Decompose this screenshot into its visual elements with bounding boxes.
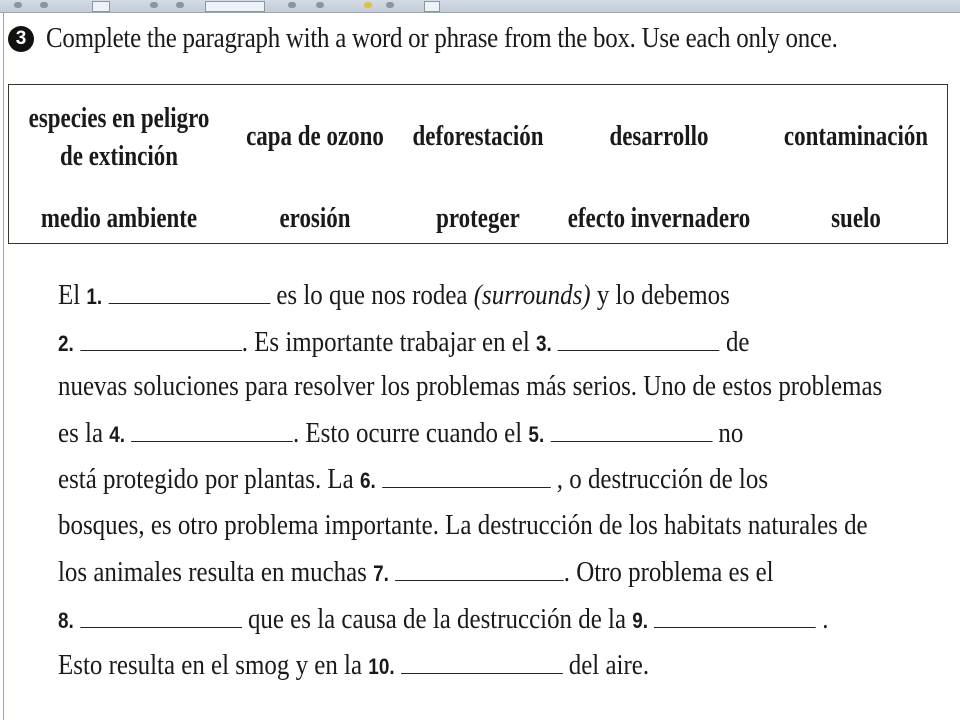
toolbar-button[interactable] — [92, 1, 110, 12]
zoom-field[interactable] — [205, 1, 265, 12]
text: de — [725, 326, 750, 358]
text: es la — [58, 417, 104, 449]
text: no — [718, 417, 744, 449]
word-efecto-invernadero: efecto invernadero — [567, 203, 751, 234]
blank-6[interactable] — [382, 469, 551, 488]
word-capa-de-ozono: capa de ozono — [246, 121, 384, 152]
tool-icon[interactable] — [288, 2, 296, 8]
blank-number: 10. — [368, 654, 395, 679]
blank-number: 2. — [58, 331, 74, 356]
instruction-row — [8, 22, 960, 55]
blank-number: 1. — [86, 284, 103, 309]
text: bosques, es otro problema importante. La destrucción de los habitats naturales de — [58, 509, 868, 541]
blank-number: 9. — [632, 608, 649, 633]
paragraph-line-3 — [58, 370, 960, 402]
blank-number: 8. — [58, 608, 74, 633]
word-contaminacion: contaminación — [783, 121, 929, 152]
paragraph-line-2 — [58, 326, 862, 360]
word-suelo: suelo — [831, 203, 881, 234]
word-medio-ambiente: medio ambiente — [40, 203, 198, 234]
text: que es la causa de la destrucción de la — [247, 603, 627, 635]
paragraph-line-9 — [58, 649, 745, 683]
tool-icon[interactable] — [316, 2, 324, 8]
paragraph-line-8 — [58, 603, 954, 637]
zoom-out-icon[interactable] — [150, 2, 158, 8]
page-edge — [3, 12, 4, 720]
blank-number: 3. — [536, 331, 552, 356]
word-deforestacion: deforestación — [412, 121, 544, 152]
blank-number: 4. — [109, 422, 126, 447]
word-box — [8, 84, 948, 244]
tool-icon[interactable] — [386, 2, 394, 8]
blank-4[interactable] — [131, 423, 293, 442]
word-especies-line1: especies en peligro — [28, 103, 210, 134]
blank-2[interactable] — [80, 332, 242, 351]
blank-1[interactable] — [108, 285, 270, 304]
text: , o destrucción de los — [556, 463, 769, 495]
blank-number: 6. — [359, 468, 376, 493]
word-especies-line2: de extinción — [60, 141, 178, 172]
word-erosion: erosión — [279, 203, 351, 234]
text: . Es importante trabajar en el — [241, 326, 530, 358]
blank-10[interactable] — [401, 655, 563, 674]
word-proteger: proteger — [436, 203, 520, 234]
text: está protegido por plantas. La — [58, 463, 354, 495]
blank-number: 5. — [528, 422, 545, 447]
blank-7[interactable] — [395, 562, 564, 581]
blank-number: 7. — [373, 561, 389, 586]
paragraph-line-5 — [58, 463, 884, 497]
paragraph-line-6 — [58, 509, 960, 541]
gloss-text: (surrounds) — [473, 279, 591, 311]
text: . Esto ocurre cuando el — [292, 417, 523, 449]
instruction-text: Complete the paragraph with a word or phrase from the box. Use each only once. — [46, 22, 838, 54]
paragraph-line-1 — [58, 279, 839, 313]
paragraph-line-4 — [58, 417, 855, 451]
text: Esto resulta en el smog y en la — [58, 649, 363, 681]
text: . — [822, 603, 829, 635]
exercise-number-badge: 3 — [8, 26, 34, 52]
zoom-in-icon[interactable] — [176, 2, 184, 8]
forward-icon[interactable] — [40, 2, 48, 8]
highlight-icon[interactable] — [364, 2, 372, 8]
word-desarrollo: desarrollo — [609, 121, 709, 152]
toolbar-button[interactable] — [424, 1, 440, 12]
text: y lo debemos — [596, 279, 730, 311]
blank-8[interactable] — [80, 609, 242, 628]
back-icon[interactable] — [14, 2, 22, 8]
blank-3[interactable] — [558, 332, 720, 351]
blank-9[interactable] — [654, 609, 816, 628]
blank-5[interactable] — [550, 423, 712, 442]
paragraph-line-7 — [58, 556, 890, 590]
text: del aire. — [568, 649, 650, 681]
text: nuevas soluciones para resolver los problemas más serios. Uno de estos problemas — [58, 370, 883, 402]
text: . Otro problema es el — [563, 556, 774, 588]
text: es lo que nos rodea — [276, 279, 468, 311]
text: El — [58, 279, 81, 311]
viewer-toolbar — [0, 0, 960, 13]
text: los animales resulta en muchas — [58, 556, 367, 588]
